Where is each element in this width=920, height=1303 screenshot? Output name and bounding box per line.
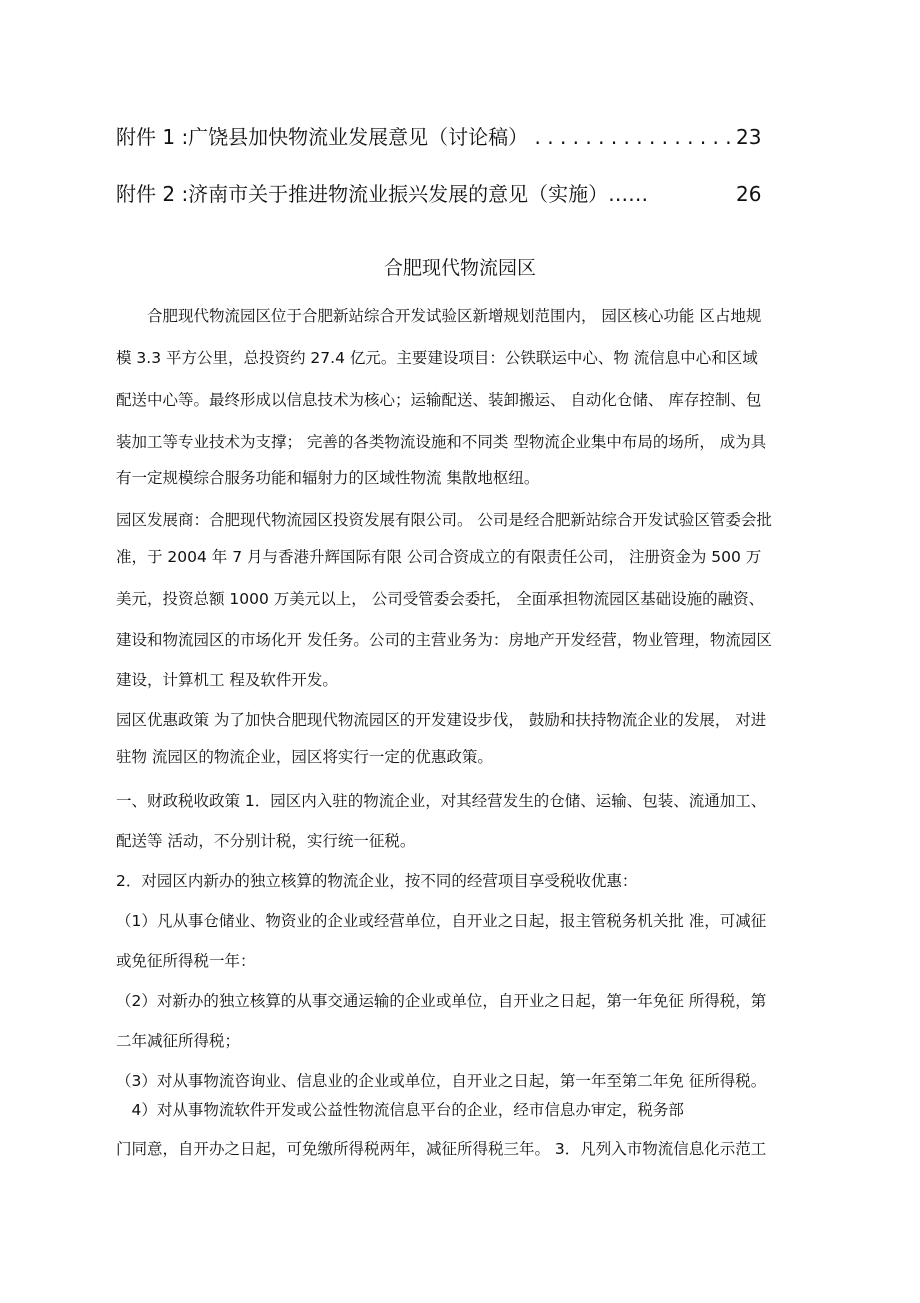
text-line: 配送中心等。最终形成以信息技术为核心；运输配送、装卸搬运、 自动化仓储、 库存控制、包 [116,391,762,409]
text-line: 园区优惠政策 为了加快合肥现代物流园区的开发建设步伐， 鼓励和扶持物流企业的发展， 对进 [116,711,767,729]
text-line: 装加工等专业技术为支撑； 完善的各类物流设施和不同类 型物流企业集中布局的场所， 成为具 [116,433,767,451]
text-line: 4）对从事物流软件开发或公益性物流信息平台的企业，经市信息办审定，税务部 [116,1101,684,1119]
text-line: 一、财政税收政策 1．园区内入驻的物流企业，对其经营发生的仓储、运输、包装、流通加工、 [116,792,767,810]
toc-entry-1-page: 23 [736,125,762,149]
text-line: 建设，计算机工 程及软件开发。 [116,671,338,689]
text-line: 合肥现代物流园区位于合肥新站综合开发试验区新增规划范围内， 园区核心功能 区占地规 [116,307,762,325]
text-line: 2．对园区内新办的独立核算的物流企业，按不同的经营项目享受税收优惠： [116,872,638,890]
toc-entry-1-label: 附件 1 :广饶县加快物流业发展意见（讨论稿） . . . . . . . . . . . . . . . . [116,125,732,149]
toc-entry-2-page: 26 [736,182,762,206]
text-line: 配送等 活动，不分别计税，实行统一征税。 [116,832,416,850]
text-line: 美元，投资总额 1000 万美元以上， 公司受管委会委托， 全面承担物流园区基础设施的融资、 [116,590,765,608]
section-title: 合肥现代物流园区 [383,257,536,279]
text-line: 二年减征所得税； [116,1032,241,1050]
text-line: 园区发展商：合肥现代物流园区投资发展有限公司。 公司是经合肥新站综合开发试验区管委会批 [116,511,772,529]
text-line: 有一定规模综合服务功能和辐射力的区域性物流 集散地枢纽。 [116,469,540,487]
text-line: 模 3.3 平方公里，总投资约 27.4 亿元。主要建设项目：公铁联运中心、物 流信息中心和区域 [116,349,758,367]
text-line: （1）凡从事仓储业、物资业的企业或经营单位，自开业之日起，报主管税务机关批 准，可减征 [116,912,767,930]
text-line: 准，于 2004 年 7 月与香港升辉国际有限 公司合资成立的有限责任公司， 注册资金为 500 万 [116,548,762,566]
text-line: 或免征所得税一年： [116,952,256,970]
text-line: （3）对从事物流咨询业、信息业的企业或单位，自开业之日起，第一年至第二年免 征所得税。 [116,1072,767,1090]
text-line: 门同意，自开办之日起，可免缴所得税两年，减征所得税三年。 3．凡列入市物流信息化示范工 [116,1140,767,1158]
text-line: （2）对新办的独立核算的从事交通运输的企业或单位，自开业之日起，第一年免征 所得税，第 [116,992,767,1010]
toc-entry-2-label: 附件 2 :济南市关于推进物流业振兴发展的意见（实施）…… [116,182,649,206]
text-line: 驻物 流园区的物流企业，园区将实行一定的优惠政策。 [116,748,493,766]
text-line: 建设和物流园区的市场化开 发任务。公司的主营业务为：房地产开发经营，物业管理，物流园区 [116,631,772,649]
